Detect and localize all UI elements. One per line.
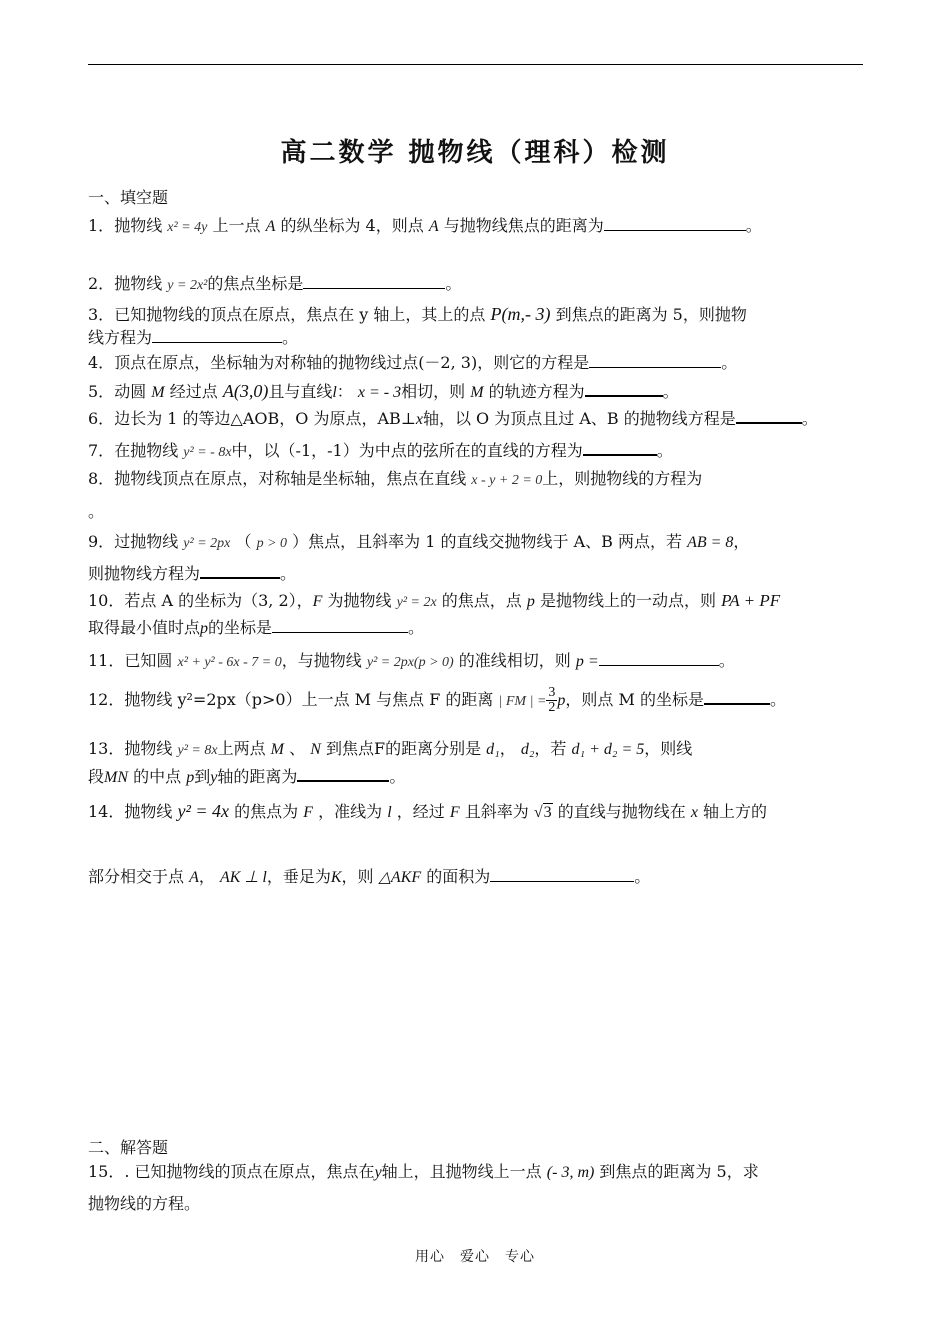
answer-blank[interactable]: [152, 326, 282, 343]
answer-blank[interactable]: [297, 764, 389, 782]
question-14: 14．抛物线 y² = 4x 的焦点为 F ，准线为 l ，经过 F 且斜率为 √3 的直线与抛物线在 x 轴上方的: [88, 801, 768, 821]
answer-blank[interactable]: [200, 561, 280, 579]
question-15-cont: 抛物线的方程。: [88, 1194, 201, 1213]
question-2: 2．抛物线 y = 2x²的焦点坐标是 。: [88, 274, 462, 293]
question-3-cont: 线方程为 。: [88, 328, 299, 347]
page-title: 高二数学 抛物线（理科）检测: [280, 138, 670, 168]
answer-blank[interactable]: [599, 649, 719, 666]
sqrt-3: √3: [533, 804, 552, 821]
answer-blank[interactable]: [704, 687, 770, 705]
question-1: 1．抛物线 x² = 4y 上一点 A 的纵坐标为 4，则点 A 与抛物线焦点的距离为 。: [88, 216, 762, 235]
answer-blank[interactable]: [303, 272, 445, 289]
question-10-cont: 取得最小值时点p的坐标是 。: [88, 618, 425, 637]
question-15: 15．. 已知抛物线的顶点在原点，焦点在y轴上，且抛物线上一点 (- 3, m) 到焦点的距离为 5，求: [88, 1162, 759, 1181]
question-14-cont: 部分相交于点 A， AK ⊥ l，垂足为K，则 △AKF 的面积为 。: [88, 867, 651, 886]
question-9-cont: 则抛物线方程为 。: [88, 560, 878, 588]
answer-blank[interactable]: [583, 438, 657, 456]
answer-blank[interactable]: [736, 406, 802, 424]
question-10: 10．若点 A 的坐标为（3, 2），F 为抛物线 y² = 2x 的焦点，点 p 是抛物线上的一动点，则 PA + PF: [88, 591, 781, 610]
question-3: 3．已知抛物线的顶点在原点，焦点在 y 轴上，其上的点 P(m,- 3) 到焦点的距离为 5，则抛物: [88, 304, 747, 324]
section-fill-in: 一、填空题: [88, 188, 169, 207]
question-9: 9．过抛物线 y² = 2px （ p > 0 ）焦点，且斜率为 1 的直线交抛物线于 A、B 两点，若 AB = 8，: [88, 532, 750, 551]
fraction-3-2: $\frac{3}{2}$: [548, 685, 556, 715]
section-solve: 二、解答题: [88, 1138, 169, 1157]
header-rule: [88, 64, 863, 65]
question-5: 5．动圆 M 经过点 A(3,0)且与直线l： x = - 3相切，则 M 的轨迹方程为 。: [88, 381, 679, 401]
question-8-cont: 。: [88, 502, 105, 521]
answer-blank[interactable]: [585, 379, 663, 397]
question-8: 8．抛物线顶点在原点，对称轴是坐标轴，焦点在直线 x - y + 2 = 0上，则抛物线的方程为: [88, 469, 703, 488]
answer-blank[interactable]: [272, 616, 408, 633]
answer-blank[interactable]: [589, 351, 721, 368]
page-footer: 用心 爱心 专心: [415, 1249, 535, 1265]
question-6: 6．边长为 1 的等边△AOB，O 为原点，AB⊥x轴，以 O 为顶点且过 A、B 的抛物线方程是 。: [88, 405, 878, 434]
answer-blank[interactable]: [604, 214, 746, 231]
question-13-cont: 段MN 的中点 p到y轴的距离为 。: [88, 763, 878, 792]
question-13: 13．抛物线 y² = 8x上两点 M 、 N 到焦点F的距离分别是 d₁， d₂，若 d₁ + d₂ = 5，则线: [88, 739, 693, 758]
question-7: 7．在抛物线 y² = - 8x中，以（-1，-1）为中点的弦所在的直线的方程为 。: [88, 437, 878, 467]
question-12: 12．抛物线 y²=2px（p>0）上一点 M 与焦点 F 的距离 | FM | = $\frac{3}{2}$ p，则点 M 的坐标是 。: [88, 685, 786, 715]
question-11: 11．已知圆 x² + y² - 6x - 7 = 0，与抛物线 y² = 2px(p > 0) 的准线相切，则 p = 。: [88, 651, 735, 670]
answer-blank[interactable]: [490, 865, 634, 882]
question-4: 4．顶点在原点，坐标轴为对称轴的抛物线过点(－2, 3)，则它的方程是 。: [88, 353, 738, 372]
